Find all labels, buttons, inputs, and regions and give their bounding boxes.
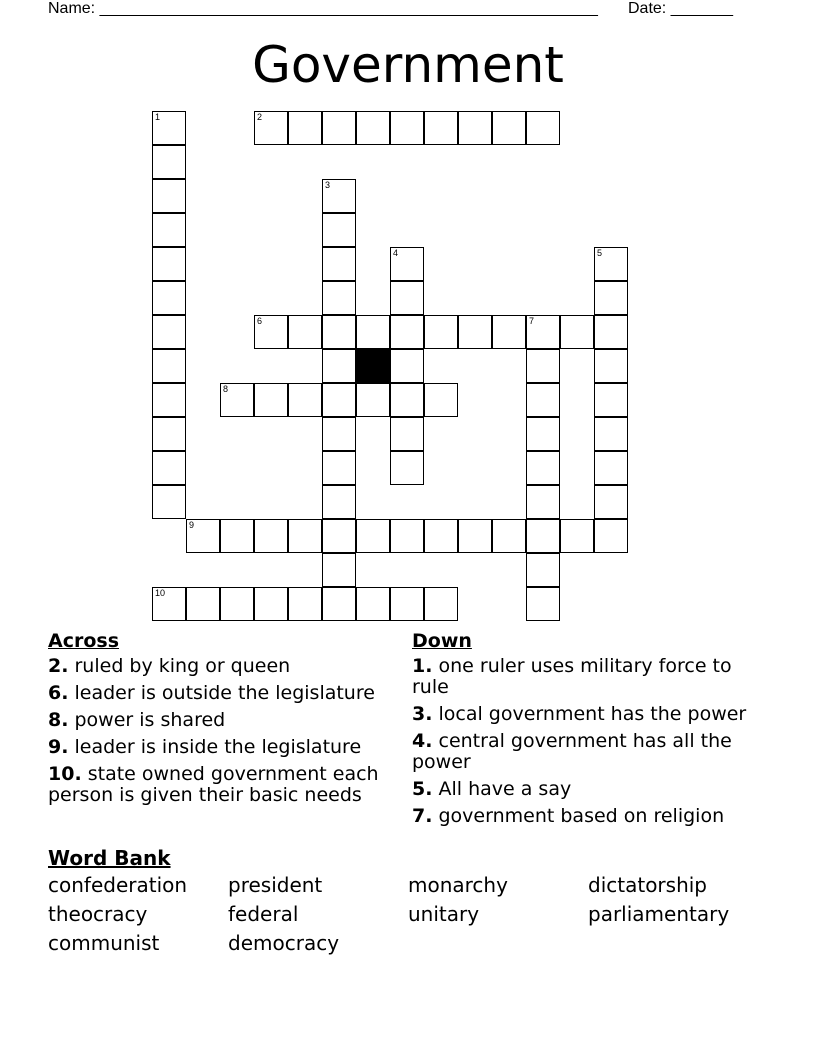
clue-number: 4 — [393, 248, 399, 258]
grid-cell[interactable] — [254, 587, 288, 621]
grid-cell[interactable] — [526, 315, 560, 349]
grid-cell[interactable] — [220, 587, 254, 621]
grid-cell[interactable] — [390, 383, 424, 417]
grid-cell[interactable] — [152, 145, 186, 179]
clue-number: 7. — [412, 805, 433, 827]
clue-number: 10 — [155, 588, 166, 598]
clue-number: 3 — [325, 180, 331, 190]
clue-number: 10. — [48, 763, 82, 785]
grid-cell[interactable] — [288, 383, 322, 417]
grid-cell[interactable] — [390, 587, 424, 621]
grid-cell[interactable] — [288, 519, 322, 553]
clue-text: leader is inside the legislature — [74, 736, 362, 758]
clue-number: 3. — [412, 703, 433, 725]
grid-cell[interactable] — [152, 451, 186, 485]
clue-number: 5. — [412, 778, 433, 800]
grid-cell[interactable] — [594, 417, 628, 451]
clue-text: ruled by king or queen — [74, 655, 291, 677]
grid-cell[interactable] — [458, 519, 492, 553]
grid-cell[interactable] — [186, 587, 220, 621]
grid-cell[interactable] — [356, 587, 390, 621]
grid-cell[interactable] — [356, 519, 390, 553]
grid-cell[interactable] — [458, 111, 492, 145]
grid-cell[interactable] — [322, 111, 356, 145]
clue-number: 8. — [48, 709, 69, 731]
grid-cell[interactable] — [254, 111, 288, 145]
grid-cell[interactable] — [526, 485, 560, 519]
grid-cell[interactable] — [152, 247, 186, 281]
word-bank-item: federal — [228, 902, 299, 926]
page-title: Government — [252, 36, 564, 94]
grid-cell[interactable] — [220, 519, 254, 553]
grid-cell[interactable] — [526, 417, 560, 451]
clue-number: 2 — [257, 112, 263, 122]
grid-cell[interactable] — [322, 247, 356, 281]
grid-cell[interactable] — [594, 383, 628, 417]
grid-cell[interactable] — [594, 485, 628, 519]
down-clue — [412, 806, 752, 827]
grid-cell[interactable] — [322, 383, 356, 417]
grid-cell[interactable] — [424, 111, 458, 145]
grid-cell[interactable] — [560, 519, 594, 553]
clue-number: 6 — [257, 316, 263, 326]
grid-cell[interactable] — [424, 587, 458, 621]
grid-cell[interactable] — [186, 519, 220, 553]
grid-cell[interactable] — [254, 315, 288, 349]
grid-cell[interactable] — [322, 281, 356, 315]
clue-number: 9. — [48, 736, 69, 758]
word-bank-heading: Word Bank — [48, 846, 171, 870]
clue-number: 8 — [223, 384, 229, 394]
grid-cell[interactable] — [322, 213, 356, 247]
clue-number: 2. — [48, 655, 69, 677]
grid-cell[interactable] — [492, 519, 526, 553]
date-field-label[interactable]: Date: _______ — [628, 0, 733, 17]
down-clues — [412, 630, 752, 833]
word-bank-item: president — [228, 873, 323, 897]
down-clue — [412, 656, 752, 698]
down-heading: Down — [412, 630, 472, 652]
grid-cell[interactable] — [152, 587, 186, 621]
clue-number: 1 — [155, 112, 161, 122]
across-clues — [48, 630, 388, 812]
grid-cell[interactable] — [492, 315, 526, 349]
grid-cell[interactable] — [322, 485, 356, 519]
grid-cell[interactable] — [152, 213, 186, 247]
grid-cell[interactable] — [152, 383, 186, 417]
grid-cell[interactable] — [594, 451, 628, 485]
clue-text: All have a say — [438, 778, 572, 800]
across-heading: Across — [48, 630, 120, 652]
word-bank-item: parliamentary — [588, 902, 730, 926]
word-bank-item: confederation — [48, 873, 188, 897]
down-clue — [412, 779, 752, 800]
grid-cell[interactable] — [424, 519, 458, 553]
name-field-label[interactable]: Name: ________________________________________________________ — [48, 0, 598, 17]
across-clue — [48, 737, 388, 758]
grid-cell[interactable] — [526, 519, 560, 553]
word-bank-item: communist — [48, 931, 160, 955]
grid-cell[interactable] — [254, 519, 288, 553]
grid-cell[interactable] — [356, 315, 390, 349]
clue-text: leader is outside the legislature — [74, 682, 375, 704]
grid-cell[interactable] — [458, 315, 492, 349]
grid-cell[interactable] — [322, 587, 356, 621]
grid-cell[interactable] — [322, 553, 356, 587]
grid-cell[interactable] — [526, 111, 560, 145]
grid-cell[interactable] — [152, 315, 186, 349]
grid-cell[interactable] — [594, 519, 628, 553]
grid-cell[interactable] — [390, 315, 424, 349]
grid-cell[interactable] — [390, 111, 424, 145]
grid-cell[interactable] — [390, 349, 424, 383]
word-bank-item: unitary — [408, 902, 480, 926]
grid-cell[interactable] — [560, 315, 594, 349]
clue-number: 1. — [412, 655, 433, 677]
word-bank — [48, 847, 768, 955]
grid-cell[interactable] — [390, 281, 424, 315]
across-clue — [48, 764, 388, 806]
down-clue — [412, 731, 752, 773]
grid-cell[interactable] — [390, 417, 424, 451]
grid-cell[interactable] — [526, 587, 560, 621]
word-bank-item: monarchy — [408, 873, 508, 897]
clue-number: 7 — [529, 316, 535, 326]
across-clue — [48, 710, 388, 731]
grid-cell[interactable] — [288, 315, 322, 349]
grid-cell[interactable] — [322, 519, 356, 553]
clue-text: power is shared — [74, 709, 226, 731]
clue-text: local government has the power — [438, 703, 747, 725]
grid-cell[interactable] — [424, 383, 458, 417]
word-bank-item: democracy — [228, 931, 340, 955]
grid-cell[interactable] — [424, 315, 458, 349]
grid-cell[interactable] — [288, 587, 322, 621]
grid-cell[interactable] — [322, 349, 356, 383]
clue-text: central government has all the power — [412, 730, 732, 773]
word-bank-item: theocracy — [48, 902, 148, 926]
across-clue — [48, 683, 388, 704]
grid-cell[interactable] — [322, 179, 356, 213]
grid-cell[interactable] — [594, 281, 628, 315]
grid-cell[interactable] — [322, 451, 356, 485]
clue-text: one ruler uses military force to rule — [412, 655, 732, 698]
grid-cell[interactable] — [152, 179, 186, 213]
grid-cell[interactable] — [526, 553, 560, 587]
grid-cell[interactable] — [152, 111, 186, 145]
grid-cell[interactable] — [152, 281, 186, 315]
grid-cell[interactable] — [356, 111, 390, 145]
across-clue — [48, 656, 388, 677]
clue-number: 6. — [48, 682, 69, 704]
grid-cell[interactable] — [594, 315, 628, 349]
grid-cell[interactable] — [220, 383, 254, 417]
word-bank-item: dictatorship — [588, 873, 707, 897]
clue-number: 4. — [412, 730, 433, 752]
grid-cell[interactable] — [390, 247, 424, 281]
clue-number: 5 — [597, 248, 603, 258]
grid-cell[interactable] — [152, 485, 186, 519]
down-clue — [412, 704, 752, 725]
grid-cell[interactable] — [288, 111, 322, 145]
grid-cell[interactable] — [526, 349, 560, 383]
grid-cell[interactable] — [152, 417, 186, 451]
clue-text: state owned government each person is given their basic needs — [48, 763, 379, 806]
grid-cell[interactable] — [322, 417, 356, 451]
clue-text: government based on religion — [438, 805, 725, 827]
grid-cell[interactable] — [254, 383, 288, 417]
grid-cell[interactable] — [152, 349, 186, 383]
grid-cell[interactable] — [390, 519, 424, 553]
black-square — [356, 349, 390, 383]
grid-cell[interactable] — [390, 451, 424, 485]
grid-cell[interactable] — [594, 247, 628, 281]
grid-cell[interactable] — [594, 349, 628, 383]
grid-cell[interactable] — [526, 451, 560, 485]
grid-cell[interactable] — [492, 111, 526, 145]
grid-cell[interactable] — [526, 383, 560, 417]
grid-cell[interactable] — [356, 383, 390, 417]
clue-number: 9 — [189, 520, 195, 530]
grid-cell[interactable] — [322, 315, 356, 349]
